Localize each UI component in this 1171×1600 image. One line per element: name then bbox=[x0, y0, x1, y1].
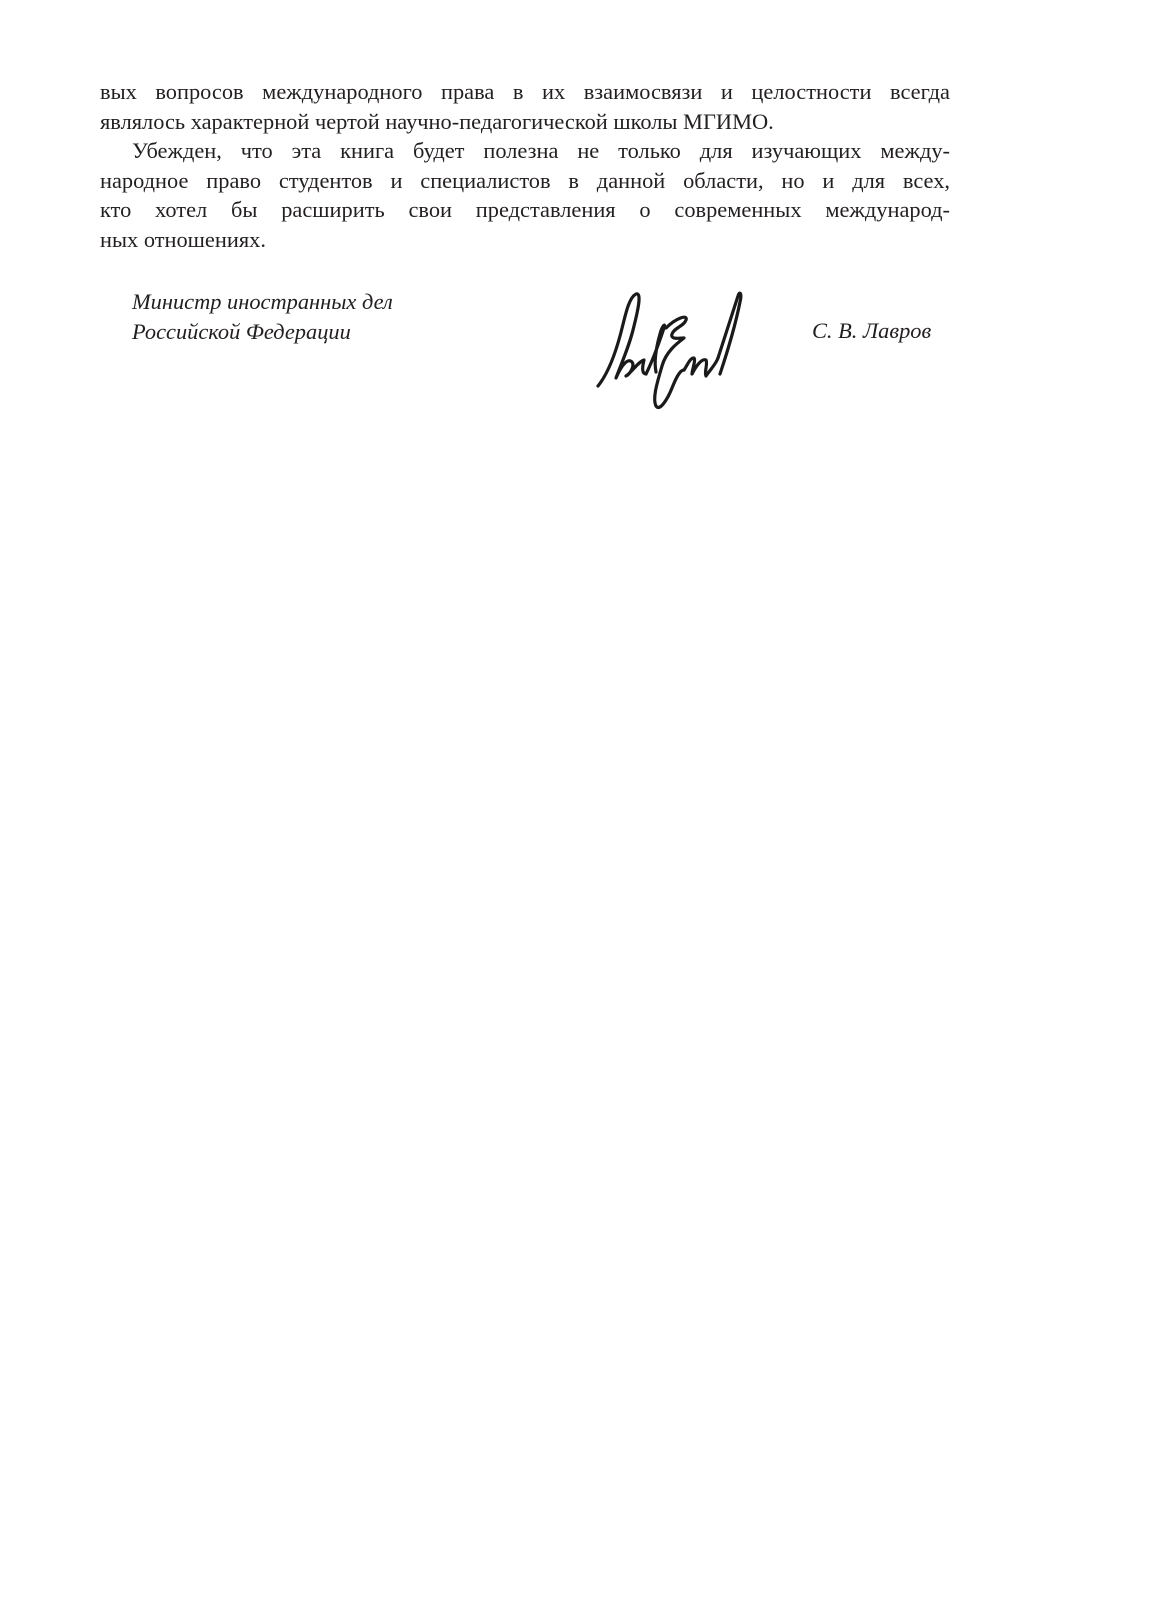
paragraph-line: Убежден, что эта книга будет полезна не только для изучающих между- bbox=[132, 138, 950, 163]
paragraph-line: являлось характерной чертой научно-педагогической школы МГИМО. bbox=[100, 108, 774, 134]
paragraph-line: кто хотел бы расширить свои представления о современных международ- bbox=[100, 197, 950, 222]
paragraph-line: ных отношениях. bbox=[100, 226, 266, 252]
signatory-title-line-2: Российской Федерации bbox=[132, 319, 351, 344]
handwritten-signature-icon bbox=[592, 288, 752, 420]
signatory-title-line-1: Министр иностранных дел bbox=[132, 289, 393, 314]
signatory-title bbox=[132, 287, 393, 347]
paragraph-line: вых вопросов международного права в их взаимосвязи и целостности всегда bbox=[100, 79, 950, 104]
signatory-name: С. В. Лавров bbox=[812, 318, 932, 343]
body-text bbox=[100, 77, 950, 254]
paragraph-line: народное право студентов и специалистов в данной области, но и для всех, bbox=[100, 167, 950, 193]
